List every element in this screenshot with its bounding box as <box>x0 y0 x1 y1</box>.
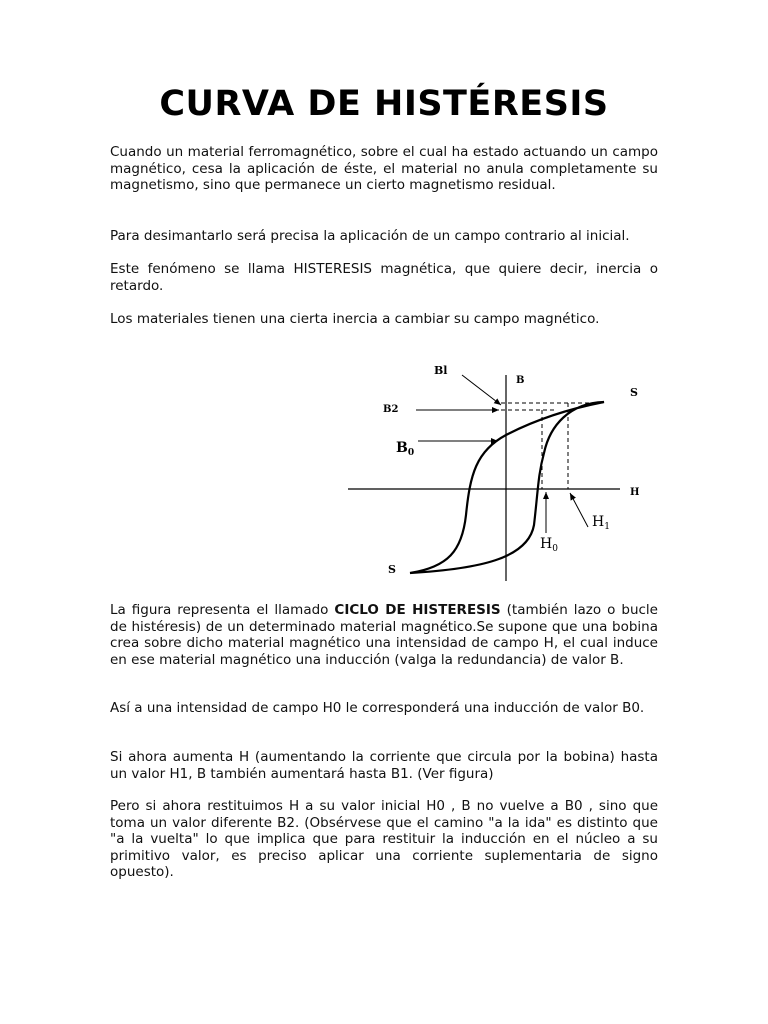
paragraph-intro: Cuando un material ferromagnético, sobre el cual ha estado actuando un campo magnético, cesa la aplicación de éste, el material no anula completamente su magnetismo, sino que permanece un cierto magnetismo residual. <box>110 144 658 193</box>
cycle-text-start: La figura representa el llamado <box>110 602 335 618</box>
label-h1: $H_1$ <box>592 514 610 532</box>
hysteresis-figure <box>338 355 658 587</box>
b1-arrow <box>462 375 501 405</box>
label-b2: B2 <box>383 404 399 415</box>
label-b-axis: B <box>516 375 525 386</box>
paragraph-h0-b0: Así a una intensidad de campo H0 le corresponderá una inducción de valor B0. <box>110 700 645 716</box>
label-b0: $B_0$ <box>396 440 415 458</box>
h1-arrow <box>570 493 588 527</box>
cycle-term-bold: CICLO DE HISTERESIS <box>334 602 501 618</box>
paragraph-phenomenon: Este fenómeno se llama HISTERESIS magnética, que quiere decir, inercia o retardo. <box>110 261 658 294</box>
cycle-text-end: (también lazo o bucle de histéresis) de un determinado material magnético.Se supone que una bobina crea sobre dicho material magnético una intensidad de campo H, el cual induce en ese material magnético una inducción (valga la redundancia) de valor B. <box>110 602 658 668</box>
paragraph-b2: Pero si ahora restituimos H a su valor inicial H0 , B no vuelve a B0 , sino que toma un valor diferente B2. (Obsérvese que el camino "a la ida" es distinto que "a la vuelta" lo que implica que para restituir la inducción en el núcleo a su primitivo valor, es preciso aplicar una corriente suplementaria de signo opuesto). <box>110 798 658 880</box>
paragraph-h1-b1: Si ahora aumenta H (aumentando la corriente que circula por la bobina) hasta un valor H1, B también aumentará hasta B1. (Ver figura) <box>110 749 658 782</box>
hysteresis-loop <box>410 402 604 573</box>
paragraph-demagnetize: Para desimantarlo será precisa la aplicación de un campo contrario al inicial. <box>110 228 630 244</box>
paragraph-cycle <box>110 602 658 668</box>
label-h0: $H_0$ <box>540 536 558 554</box>
page-title: CURVA DE HISTÉRESIS <box>159 84 609 124</box>
label-s-top: S <box>630 386 638 399</box>
label-s-bottom: S <box>388 563 396 576</box>
label-b1: Bl <box>434 364 448 377</box>
paragraph-inertia: Los materiales tienen una cierta inercia a cambiar su campo magnético. <box>110 311 600 327</box>
label-h-axis: H <box>630 487 640 498</box>
